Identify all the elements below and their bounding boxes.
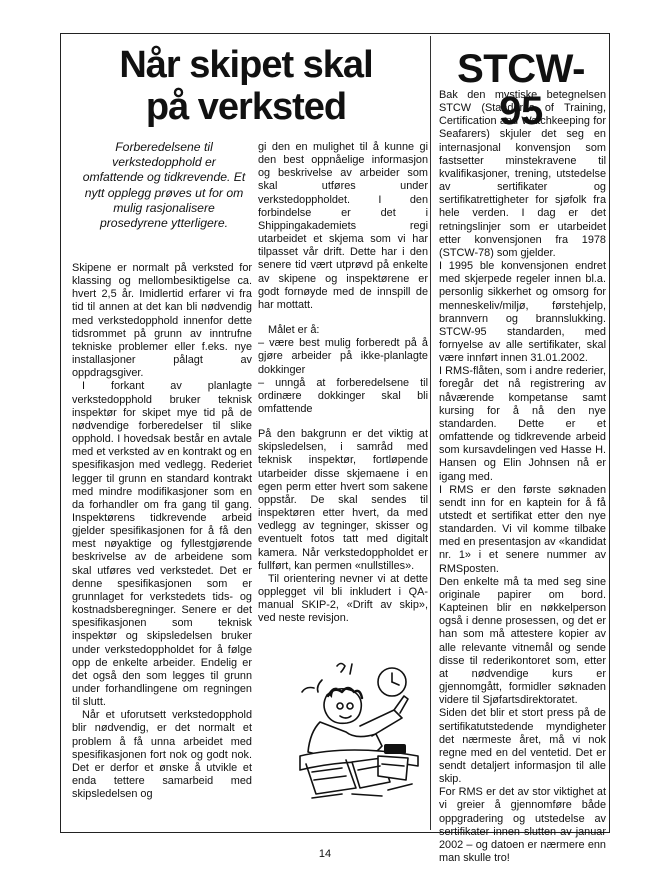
paragraph: gi den en mulighet til å kunne gi den best oppnåelige informasjon og beskrivelse av arbeider som skal utføres under verkstedoppholdet. I den forbindelse er det i Shippingakademiets regi utarbeidet et skjema som vi har tilpasset vår drift. Dette har i den senere tid vært utprøvd på enkelte av skipene og inspektørene er godt fornøyde med de innspill de har mottatt. (258, 141, 428, 311)
paragraph: Når et uforutsett verkstedopphold blir nødvendig, er det normalt et problem å få unna arbeidet med spesifikasjonen fort nok og godt nok. Det er derfor et ønske å utvikle et enda tettere samarbeid med skipsledelsen og (72, 709, 252, 801)
stcw-article-column (439, 89, 606, 865)
article-lead: Forberedelsene til verkstedopphold er omfattende og tidkrevende. Et nytt opplegg prøves ut for om mulig rasjonalisere prosedyrene ytterligere. (82, 140, 246, 231)
headline-line-1: Når skipet skal (119, 44, 373, 86)
paragraph: Siden det blir et stort press på de sertifikatutstedende myndigheter det nærmeste året, må vi nok regne med en del ventetid. Det er sendt detaljert informasjon til alle skip. (439, 707, 606, 786)
paragraph: Til orientering nevner vi at dette opplegget vil bli inkludert i QA-manual SKIP-2, «Drift av skip», ved neste revisjon. (258, 572, 428, 625)
paragraph: På den bakgrunn er det viktig at skipsledelsen, i samråd med teknisk inspektør, fortløpende utarbeider disse skjemaene i en egen perm etter hvert som sakene oppstår. De skal sendes til inspektøren etter hvert, da med vedlegg av tegninger, skisser og eventuelt fotos tatt med digitalt kamera. Når verkstedoppholdet er fullført, kan permen «nullstilles». (258, 428, 428, 572)
column-divider (430, 36, 431, 830)
article-column-2 (258, 141, 428, 625)
paragraph: Skipene er normalt på verksted for klassing og mellombesiktigelse ca. hvert 2,5 år. Imidlertid erfarer vi fra tid til annen at det kan bli nødvendig med verkstedopphold innenfor dette tidsrommet på grunn av inntrufne tekniske problemer eller f.eks. nye installasjoner pålagt av oppdragsgiver. (72, 262, 252, 380)
list-item: – være best mulig forberedt på å gjøre arbeider på ikke-planlagte dokkinger (258, 337, 428, 376)
stcw-headline: STCW-95 (457, 47, 585, 133)
paragraph: I RMS er den første søknaden sendt inn for en kaptein for å få utstedt et sertifikat etter den nye standarden. Vi vil komme tilbake med en presentasjon av «kandidat nr. 1» i et senere nummer av RMSposten. (439, 483, 606, 575)
headline-line-2: på verksted (145, 86, 347, 128)
paragraph: I 1995 ble konvensjonen endret med skjerpede regeler innen bl.a. personlig sikkerhet og omsorg for menneskeliv/miljø, førstehjelp, brannvern og brannslukking. STCW-95 standarden, med fornyelse av alle sertifikater, skal være innført innen 31.01.2002. (439, 260, 606, 365)
paragraph: I RMS-flåten, som i andre rederier, foregår det nå registrering av nåværende kompetanse samt kursing for å nå den nye standarden. Dette er et omfattende og tidkrevende arbeid som kursavdelingen ved Hasse H. Hansen og Elin Johnsen nå er igang med. (439, 365, 606, 483)
page-number: 14 (318, 848, 332, 860)
paragraph: Bak den mystiske betegnelsen STCW (Standards of Training, Certification and Watchkeeping for Seafarers) skjuler det seg en internasjonal konvensjon som fastsetter minstekravene til kvalifikasjoner, trening, utstedelse av sertifikater og sertifikatrettigheter for sjøfolk fra hele verden. I dag er det retningslinjer som er utarbeidet etter konvensjonen fra 1978 (STCW-78) som gjelder. (439, 89, 606, 259)
stressed-office-worker-cartoon (292, 660, 424, 810)
list-item: – unngå at forberedelsene til ordinære dokkinger skal bli omfattende (258, 376, 428, 415)
paragraph: For RMS er det av stor viktighet at vi greier å gjennomføre både oppgradering og utstedelse av sertifikater innen slutten av januar 2002 – og datoen er nærmere enn man skulle tro! (439, 786, 606, 865)
article-column-1 (72, 262, 252, 801)
paragraph: I forkant av planlagte verkstedopphold bruker teknisk inspektør for skipet mye tid på de nødvendige forberedelser til slike opphold. I hovedsak består en avtale med et verksted av en kontrakt og en spesifikasjon med vedlegg. Rederiet legger til grunn en standard kontrakt med mindre modifikasjoner som en da forhandler om fra gang til gang. Inspektørens tidkrevende arbeid gjelder spesifikasjonen for å få den mest nøyaktige og fyllestgjørende beskrivelse av de arbeidene som skal utføres ved verkstedet. Det er denne spesifikasjonen som er grunnlaget for verkstedets tids- og kostnadsberegninger. Senere er det spesifikasjonen som teknisk inspektør og skipsledelsen bruker under verkstedoppholdet for å følge opp de enkelte arbeider. Endelig er det også den som legges til grunn under forhandlingene om regningen til slutt. (72, 380, 252, 709)
paragraph: Den enkelte må ta med seg sine originale papirer om bord. Kapteinen blir en nøkkelperson også i denne prosessen, og det er han som må attestere kopier av alle relevante vitnemål og sende disse til rederikontoret som, etter at nødvendige kurs er gjennomgått, formidler søknaden videre til Sjøfartsdirektoratet. (439, 575, 606, 707)
paragraph: Målet er å: (268, 324, 320, 337)
article-headline (66, 44, 426, 128)
